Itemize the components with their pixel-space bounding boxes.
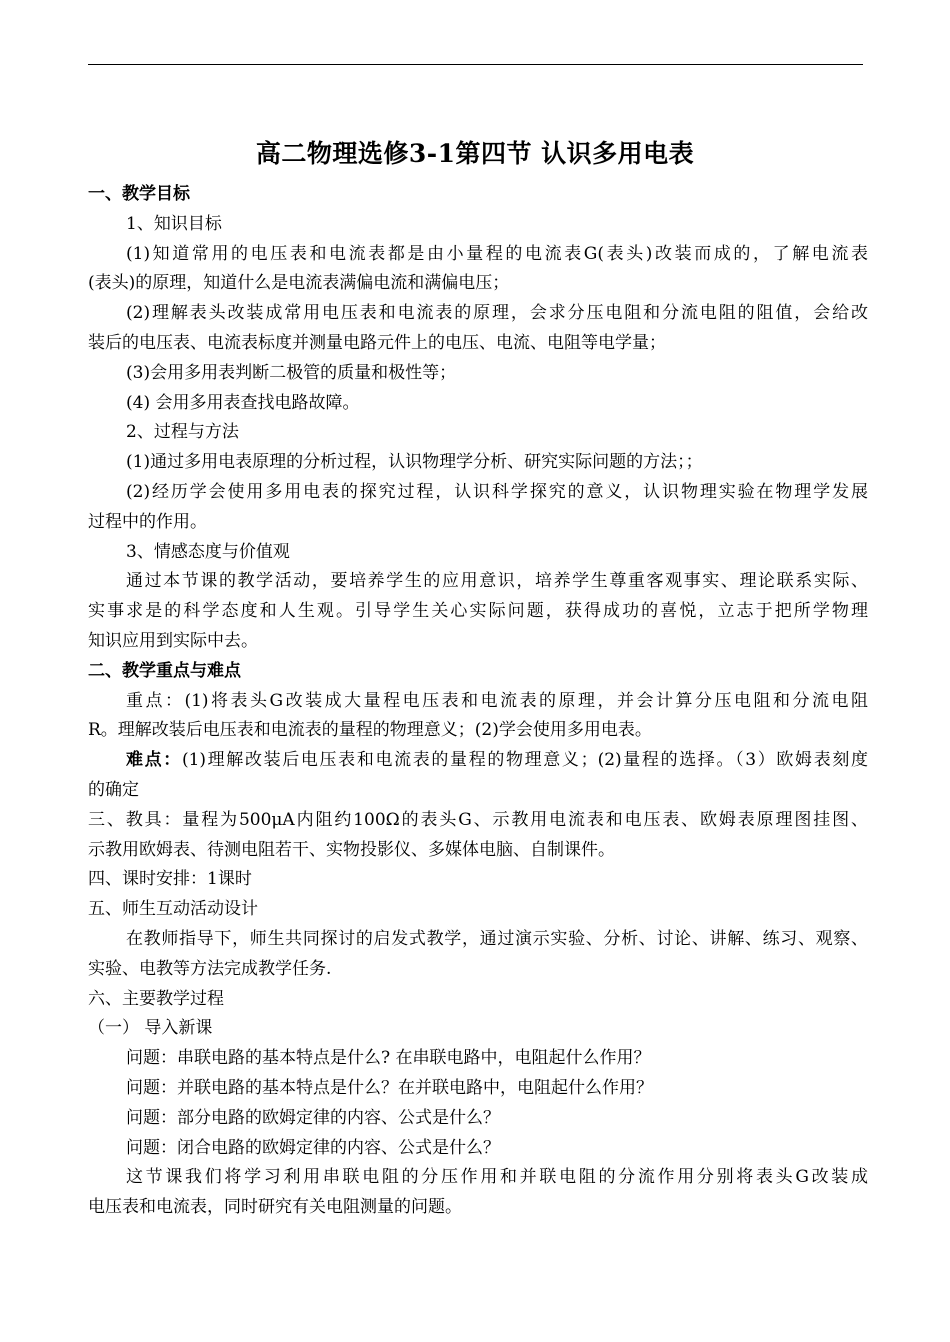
paragraph-line: 的确定	[88, 779, 139, 800]
paragraph-line: 示教用欧姆表、待测电阻若干、实物投影仪、多媒体电脑、自制课件。	[88, 839, 615, 860]
paragraph-line: 电压表和电流表，同时研究有关电阻测量的问题。	[88, 1197, 462, 1218]
paragraph-line: (2)理解表头改装成常用电压表和电流表的原理，会求分压电阻和分流电阻的阻值，会给改	[126, 303, 868, 324]
paragraph-line: (3)会用多用表判断二极管的质量和极性等；	[126, 362, 457, 383]
paragraph-line: 二、教学重点与难点	[88, 660, 241, 681]
paragraph-line: 问题：闭合电路的欧姆定律的内容、公式是什么？	[126, 1137, 500, 1158]
paragraph-line: 问题：串联电路的基本特点是什么? 在串联电路中，电阻起什么作用？	[126, 1048, 651, 1069]
paragraph-line: 三、教具：量程为500μA内阻约100Ω的表头G、示教用电流表和电压表、欧姆表原理图挂图、	[88, 809, 868, 830]
paragraph-line	[88, 746, 868, 776]
lead-label: 难点：	[126, 750, 182, 771]
paragraph-line: (1)通过多用电表原理的分析过程，认识物理学分析、研究实际问题的方法；；	[126, 452, 703, 473]
paragraph-line: 一、教学目标	[88, 184, 190, 204]
paragraph-line: 重点：(1)将表头G改装成大量程电压表和电流表的原理，并会计算分压电阻和分流电阻	[126, 690, 868, 711]
paragraph-line: (1)知道常用的电压表和电流表都是由小量程的电流表G(表头)改装而成的，了解电流表	[126, 243, 868, 264]
document-body	[88, 180, 868, 1223]
paragraph-line: 这节课我们将学习利用串联电阻的分压作用和并联电阻的分流作用分别将表头G改装成	[126, 1167, 868, 1188]
paragraph-line: 3、情感态度与价值观	[126, 541, 290, 562]
paragraph-line: 四、课时安排：1课时	[88, 869, 252, 890]
paragraph-line: 过程中的作用。	[88, 511, 207, 532]
header-rule	[88, 64, 863, 65]
paragraph-line: 1、知识目标	[126, 213, 222, 234]
paragraph-line: 在教师指导下，师生共同探讨的启发式教学，通过演示实验、分析、讨论、讲解、练习、观察、	[126, 928, 868, 949]
paragraph-line: R。理解改装后电压表和电流表的量程的物理意义；(2)学会使用多用电表。	[88, 720, 652, 741]
paragraph-line: 五、师生互动活动设计	[88, 899, 258, 920]
paragraph-line: 问题：并联电路的基本特点是什么？在并联电路中，电阻起什么作用？	[126, 1077, 653, 1098]
paragraph-line: 知识应用到实际中去。	[88, 630, 258, 651]
paragraph-line: 六、主要教学过程	[88, 988, 224, 1009]
document-title: 高二物理选修3-1第四节 认识多用电表	[255, 139, 695, 168]
paragraph-line: 实验、电教等方法完成教学任务.	[88, 958, 332, 979]
line-text: (1)理解改装后电压表和电流表的量程的物理意义；(2)量程的选择。（3）欧姆表刻度	[181, 750, 868, 771]
paragraph-line: 问题：部分电路的欧姆定律的内容、公式是什么？	[126, 1107, 500, 1128]
paragraph-line: (4) 会用多用表查找电路故障。	[126, 392, 360, 413]
paragraph-line: (表头)的原理，知道什么是电流表满偏电流和满偏电压；	[88, 273, 510, 294]
paragraph-line: 实事求是的科学态度和人生观。引导学生关心实际问题，获得成功的喜悦，立志于把所学物理	[88, 601, 868, 622]
paragraph-line: (2)经历学会使用多用电表的探究过程，认识科学探究的意义，认识物理实验在物理学发展	[126, 481, 868, 502]
paragraph-line: 2、过程与方法	[126, 422, 239, 443]
paragraph-line: 装后的电压表、电流表标度并测量电路元件上的电压、电流、电阻等电学量；	[88, 332, 666, 353]
paragraph-line: 通过本节课的教学活动，要培养学生的应用意识，培养学生尊重客观事实、理论联系实际、	[126, 571, 868, 592]
paragraph-line: （一） 导入新课	[88, 1018, 213, 1039]
